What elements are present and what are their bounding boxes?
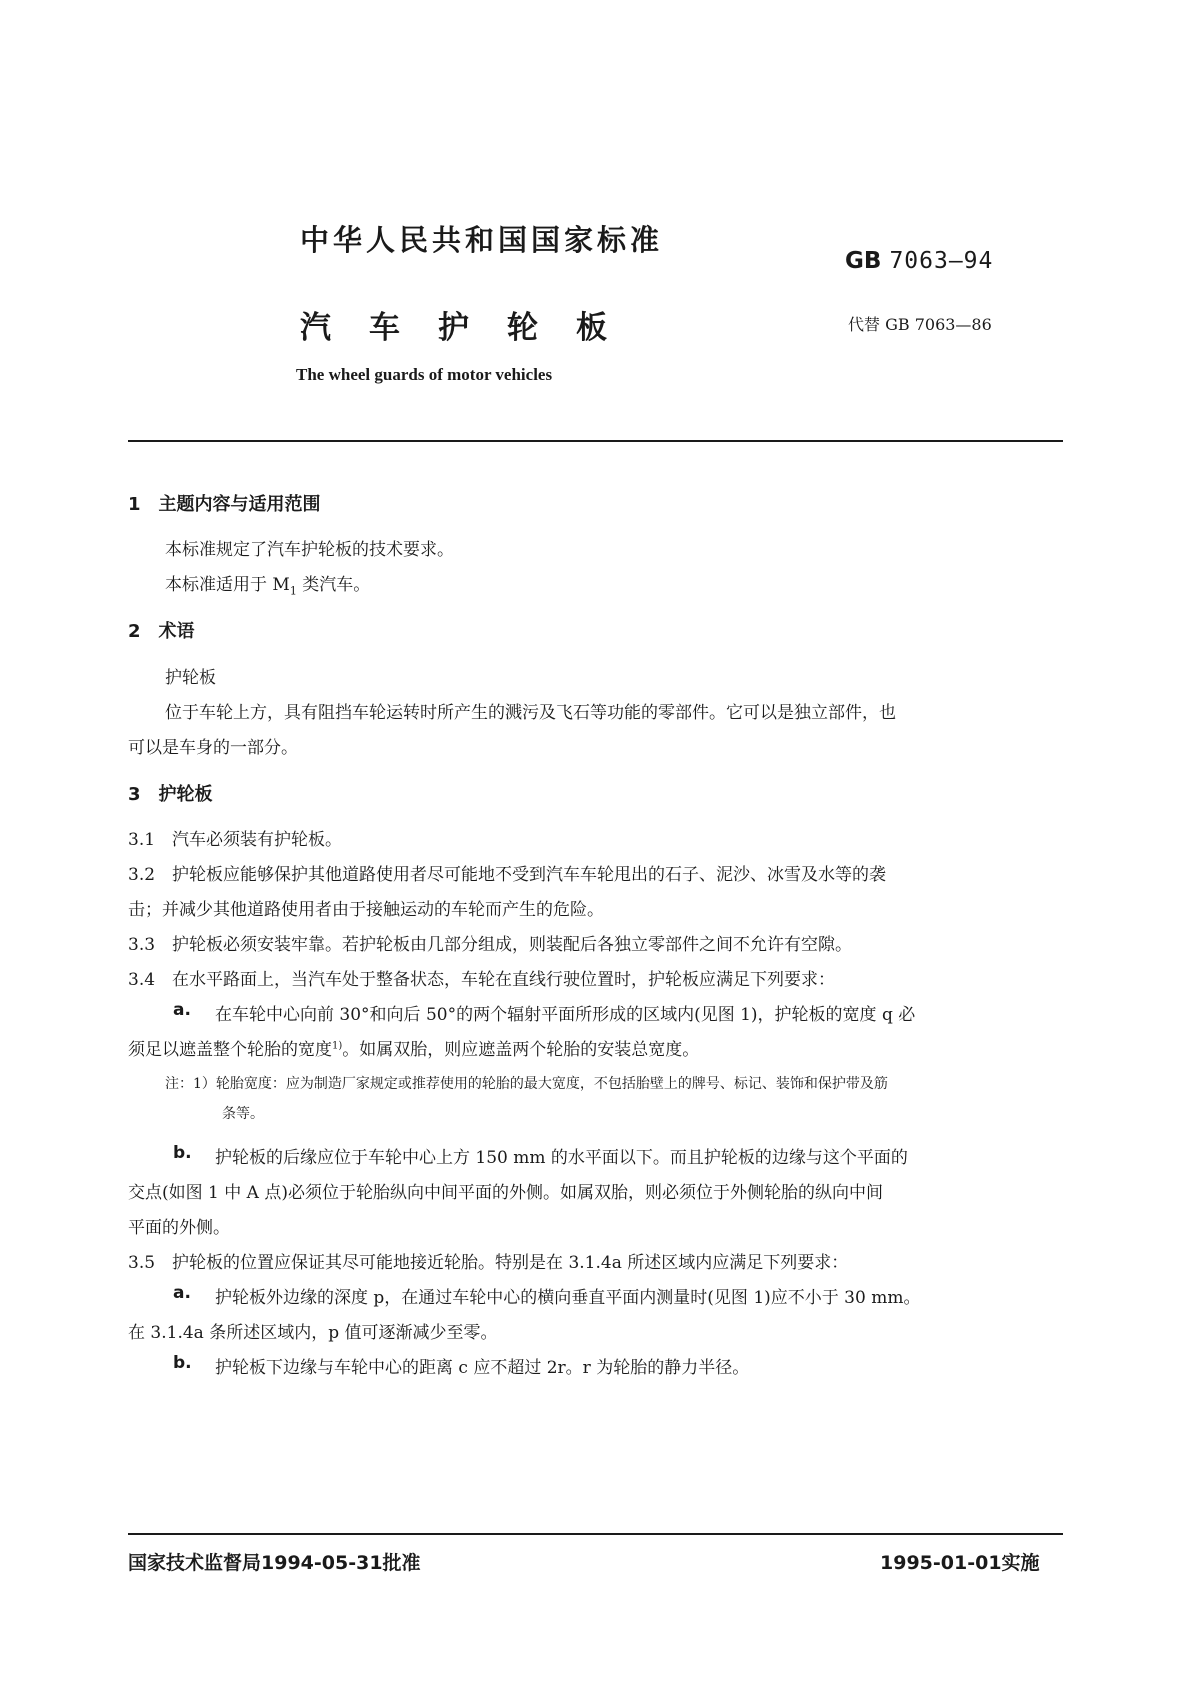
clause-3-3: 3.3 护轮板必须安装牢靠。若护轮板由几部分组成，则装配后各独立零部件之间不允许有空隙。 bbox=[128, 935, 853, 955]
section-1-para-2 bbox=[165, 570, 370, 597]
document-title: 汽车护轮板 bbox=[300, 310, 645, 346]
footer-divider bbox=[128, 1533, 1063, 1535]
clause-3-5a-line-2: 在 3.1.4a 条所述区域内，p 值可逐渐减少至零。 bbox=[128, 1323, 498, 1343]
section-1-para-1: 本标准规定了汽车护轮板的技术要求。 bbox=[165, 540, 454, 560]
clause-3-4b-line-3: 平面的外侧。 bbox=[128, 1218, 230, 1238]
clause-3-4a-line-1: 在车轮中心向前 30°和向后 50°的两个辐射平面所形成的区域内(见图 1)，护轮板的宽度 q 必 bbox=[215, 1005, 916, 1025]
section-1-para-2-pre: 本标准适用于 M bbox=[165, 575, 290, 595]
section-2-heading: 2 术语 bbox=[128, 621, 195, 642]
footnote-marker: 1) bbox=[332, 1040, 343, 1052]
note-line-1: 注：1）轮胎宽度：应为制造厂家规定或推荐使用的轮胎的最大宽度，不包括胎壁上的牌号、标记、装饰和保护带及筋 bbox=[165, 1076, 888, 1092]
english-title: The wheel guards of motor vehicles bbox=[296, 365, 553, 384]
clause-3-2-line-1: 3.2 护轮板应能够保护其他道路使用者尽可能地不受到汽车车轮甩出的石子、泥沙、冰雪及水等的袭 bbox=[128, 865, 887, 885]
approval-note: 国家技术监督局1994-05-31批准 bbox=[128, 1552, 421, 1574]
term-definition-line-2: 可以是车身的一部分。 bbox=[128, 738, 298, 758]
clause-3-2-line-2: 击；并减少其他道路使用者由于接触运动的车轮而产生的危险。 bbox=[128, 900, 604, 920]
clause-3-5a-line-1: 护轮板外边缘的深度 p，在通过车轮中心的横向垂直平面内测量时(见图 1)应不小于 30 mm。 bbox=[215, 1288, 921, 1308]
clause-3-4b-label: b. bbox=[173, 1143, 192, 1163]
clause-3-4b-line-2: 交点(如图 1 中 A 点)必须位于轮胎纵向中间平面的外侧。如属双胎，则必须位于外侧轮胎的纵向中间 bbox=[128, 1183, 883, 1203]
note-line-2: 条等。 bbox=[222, 1106, 264, 1122]
clause-3-4a-line-2-post: 。如属双胎，则应遮盖两个轮胎的安装总宽度。 bbox=[342, 1040, 700, 1060]
section-1-para-2-sub: 1 bbox=[289, 584, 297, 598]
national-standard-label: 中华人民共和国国家标准 bbox=[300, 223, 664, 257]
standard-code-prefix: GB bbox=[845, 248, 882, 274]
clause-3-5a-label: a. bbox=[173, 1283, 191, 1303]
effective-date: 1995-01-01实施 bbox=[880, 1552, 1040, 1574]
clause-3-4a-line-2-pre: 须足以遮盖整个轮胎的宽度 bbox=[128, 1040, 332, 1060]
section-1-heading: 1 主题内容与适用范围 bbox=[128, 494, 321, 515]
term-label: 护轮板 bbox=[165, 668, 216, 688]
header-divider bbox=[128, 440, 1063, 442]
standard-code bbox=[845, 248, 993, 274]
clause-3-4a-line-2 bbox=[128, 1035, 699, 1060]
term-definition-line-1: 位于车轮上方，具有阻挡车轮运转时所产生的溅污及飞石等功能的零部件。它可以是独立部件，也 bbox=[165, 703, 896, 723]
clause-3-1: 3.1 汽车必须装有护轮板。 bbox=[128, 830, 343, 850]
clause-3-4: 3.4 在水平路面上，当汽车处于整备状态，车轮在直线行驶位置时，护轮板应满足下列要求： bbox=[128, 970, 836, 990]
clause-3-4a-label: a. bbox=[173, 1000, 191, 1020]
standard-code-number: 7063—94 bbox=[889, 248, 994, 274]
clause-3-5b-label: b. bbox=[173, 1353, 192, 1373]
clause-3-4b-line-1: 护轮板的后缘应位于车轮中心上方 150 mm 的水平面以下。而且护轮板的边缘与这个平面的 bbox=[215, 1148, 908, 1168]
clause-3-5b-line-1: 护轮板下边缘与车轮中心的距离 c 应不超过 2r。r 为轮胎的静力半径。 bbox=[215, 1358, 750, 1378]
section-3-heading: 3 护轮板 bbox=[128, 784, 213, 805]
section-1-para-2-post: 类汽车。 bbox=[296, 575, 371, 595]
clause-3-5: 3.5 护轮板的位置应保证其尽可能地接近轮胎。特别是在 3.1.4a 所述区域内应满足下列要求： bbox=[128, 1253, 849, 1273]
replaces-note: 代替 GB 7063—86 bbox=[848, 315, 992, 334]
